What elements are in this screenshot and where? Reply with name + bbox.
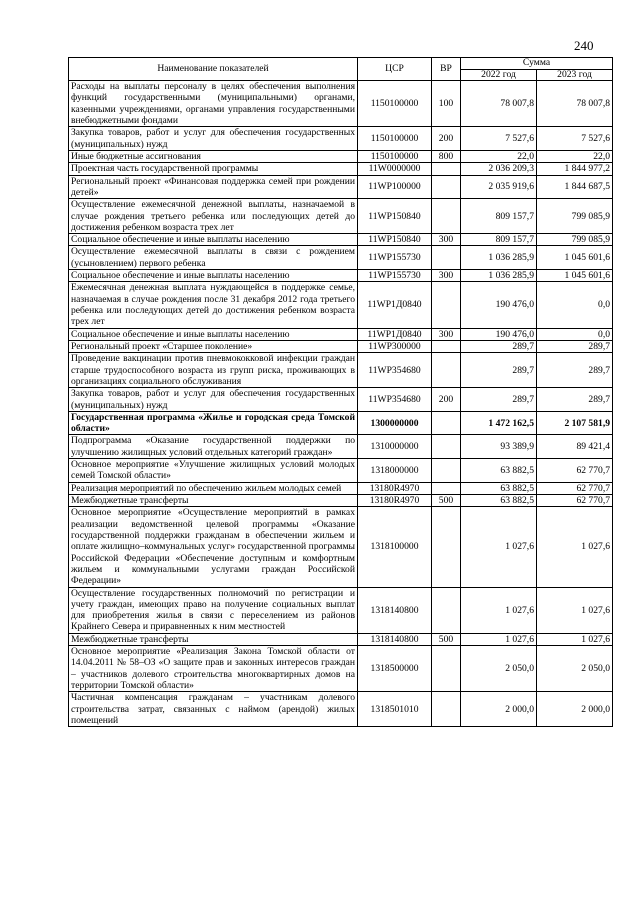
table-row	[69, 388, 613, 412]
row-csr: 1318140800	[358, 633, 432, 645]
row-vr	[432, 482, 461, 494]
row-vr	[432, 282, 461, 328]
row-csr: 13180R4970	[358, 482, 432, 494]
row-name: Региональный проект «Старшее поколение»	[69, 340, 358, 352]
row-csr: 1150100000	[358, 81, 432, 127]
row-value-2023: 1 027,6	[537, 587, 613, 633]
header-csr: ЦСР	[358, 58, 432, 81]
row-name: Закупка товаров, работ и услуг для обеспечения государственных (муниципальных) нужд	[69, 388, 358, 412]
table-row	[69, 328, 613, 340]
row-value-2022: 63 882,5	[461, 459, 537, 483]
header-vr: ВР	[432, 58, 461, 81]
row-value-2022: 289,7	[461, 353, 537, 388]
row-name: Проектная часть государственной программы	[69, 163, 358, 175]
row-value-2022: 22,0	[461, 150, 537, 162]
row-name: Осуществление государственных полномочий по регистрации и учету граждан, имеющих право на получение социальных выплат для приобретения жилья в связи с переселением из районов Крайнего Севера и приравненных к ним местностей	[69, 587, 358, 633]
row-vr	[432, 587, 461, 633]
row-csr: 11WP1Д0840	[358, 282, 432, 328]
row-vr	[432, 435, 461, 459]
row-value-2023: 799 085,9	[537, 234, 613, 246]
row-csr: 11WP150840	[358, 199, 432, 234]
row-csr: 11WP155730	[358, 246, 432, 270]
row-vr: 800	[432, 150, 461, 162]
row-name: Основное мероприятие «Осуществление мероприятий в рамках реализации ведомственной целевой программы «Оказание государственной поддержки гражданам в обеспечении жильем и оплате жилищно–коммунальных услуг» государственной программы Российской Федерации «Обеспечение доступным и комфортным жильем и коммунальными услугами граждан Российской Федерации»	[69, 507, 358, 587]
table-row	[69, 270, 613, 282]
row-name: Основное мероприятие «Реализация Закона Томской области от 14.04.2011 № 58–ОЗ «О защите прав и законных интересов граждан – участников долевого строительства многоквартирных домов на территории Томской области»	[69, 646, 358, 692]
row-value-2023: 62 770,7	[537, 495, 613, 507]
row-value-2022: 7 527,6	[461, 127, 537, 151]
row-value-2022: 289,7	[461, 340, 537, 352]
row-vr: 300	[432, 234, 461, 246]
row-vr: 300	[432, 270, 461, 282]
row-name: Реализация мероприятий по обеспечению жильем молодых семей	[69, 482, 358, 494]
row-value-2023: 1 844 977,2	[537, 163, 613, 175]
row-value-2023: 62 770,7	[537, 482, 613, 494]
row-name: Осуществление ежемесячной денежной выплаты, назначаемой в случае рождения третьего ребенка или последующих детей до достижения ребенком возраста трех лет	[69, 199, 358, 234]
row-name: Социальное обеспечение и иные выплаты населению	[69, 328, 358, 340]
row-csr: 1318100000	[358, 507, 432, 587]
row-vr	[432, 199, 461, 234]
table-row	[69, 435, 613, 459]
row-value-2022: 1 472 162,5	[461, 411, 537, 435]
row-value-2023: 289,7	[537, 353, 613, 388]
row-csr: 11WP354680	[358, 388, 432, 412]
row-name: Ежемесячная денежная выплата нуждающейся в поддержке семье, назначаемая в случае рождения после 31 декабря 2012 года третьего ребенка или последующих детей до достижения ребенком возраста трех лет	[69, 282, 358, 328]
row-csr: 1150100000	[358, 150, 432, 162]
row-value-2023: 2 050,0	[537, 646, 613, 692]
table-row	[69, 127, 613, 151]
row-name: Межбюджетные трансферты	[69, 633, 358, 645]
page-number: 240	[574, 38, 594, 53]
row-name: Социальное обеспечение и иные выплаты населению	[69, 270, 358, 282]
row-csr: 1318501010	[358, 692, 432, 727]
table-row	[69, 246, 613, 270]
row-csr: 11WP354680	[358, 353, 432, 388]
row-value-2022: 190 476,0	[461, 282, 537, 328]
table-row	[69, 150, 613, 162]
table-row	[69, 411, 613, 435]
row-name: Закупка товаров, работ и услуг для обеспечения государственных (муниципальных) нужд	[69, 127, 358, 151]
row-value-2023: 1 045 601,6	[537, 270, 613, 282]
table-row	[69, 199, 613, 234]
row-value-2022: 1 036 285,9	[461, 270, 537, 282]
row-vr	[432, 692, 461, 727]
row-csr: 1150100000	[358, 127, 432, 151]
row-value-2023: 7 527,6	[537, 127, 613, 151]
header-year-2022: 2022 год	[461, 69, 537, 81]
row-name: Проведение вакцинации против пневмококковой инфекции граждан старше трудоспособного возраста из групп риска, проживающих в организациях социального обслуживания	[69, 353, 358, 388]
row-name: Основное мероприятие «Улучшение жилищных условий молодых семей Томской области»	[69, 459, 358, 483]
row-csr: 13180R4970	[358, 495, 432, 507]
row-value-2023: 0,0	[537, 282, 613, 328]
row-csr: 11W0000000	[358, 163, 432, 175]
row-csr: 1318500000	[358, 646, 432, 692]
header-name: Наименование показателей	[69, 58, 358, 81]
row-name: Государственная программа «Жилье и городская среда Томской области»	[69, 411, 358, 435]
row-value-2023: 1 844 687,5	[537, 175, 613, 199]
row-vr	[432, 459, 461, 483]
row-value-2022: 289,7	[461, 388, 537, 412]
table-row	[69, 587, 613, 633]
row-value-2023: 0,0	[537, 328, 613, 340]
row-csr: 11WP1Д0840	[358, 328, 432, 340]
row-vr: 300	[432, 328, 461, 340]
row-csr: 1318140800	[358, 587, 432, 633]
table-row	[69, 482, 613, 494]
row-value-2023: 799 085,9	[537, 199, 613, 234]
row-name: Региональный проект «Финансовая поддержка семей при рождении детей»	[69, 175, 358, 199]
budget-table	[68, 57, 613, 727]
row-value-2023: 89 421,4	[537, 435, 613, 459]
table-row	[69, 459, 613, 483]
table-row	[69, 692, 613, 727]
row-vr	[432, 353, 461, 388]
row-value-2023: 22,0	[537, 150, 613, 162]
row-value-2022: 2 050,0	[461, 646, 537, 692]
row-name: Межбюджетные трансферты	[69, 495, 358, 507]
row-value-2022: 809 157,7	[461, 234, 537, 246]
table-body	[69, 81, 613, 727]
row-value-2023: 1 027,6	[537, 633, 613, 645]
row-value-2023: 2 000,0	[537, 692, 613, 727]
row-value-2023: 1 027,6	[537, 507, 613, 587]
table-row	[69, 340, 613, 352]
row-name: Расходы на выплаты персоналу в целях обеспечения выполнения функций государственными (муниципальными) органами, казенными учреждениями, органами управления государственными внебюджетными фондами	[69, 81, 358, 127]
row-value-2022: 1 027,6	[461, 507, 537, 587]
row-value-2022: 809 157,7	[461, 199, 537, 234]
table-row	[69, 163, 613, 175]
table-row	[69, 282, 613, 328]
row-value-2022: 1 027,6	[461, 587, 537, 633]
row-value-2023: 78 007,8	[537, 81, 613, 127]
row-value-2022: 93 389,9	[461, 435, 537, 459]
row-name: Иные бюджетные ассигнования	[69, 150, 358, 162]
table-row	[69, 495, 613, 507]
row-vr	[432, 175, 461, 199]
row-vr	[432, 246, 461, 270]
row-csr: 11WP100000	[358, 175, 432, 199]
row-value-2022: 2 035 919,6	[461, 175, 537, 199]
row-name: Частичная компенсация гражданам – участникам долевого строительства затрат, связанных с наймом (арендой) жилых помещений	[69, 692, 358, 727]
table-row	[69, 234, 613, 246]
table-row	[69, 81, 613, 127]
row-value-2022: 63 882,5	[461, 482, 537, 494]
row-value-2023: 289,7	[537, 388, 613, 412]
table-row	[69, 353, 613, 388]
table-row	[69, 507, 613, 587]
header-year-2023: 2023 год	[537, 69, 613, 81]
row-vr	[432, 163, 461, 175]
row-vr	[432, 646, 461, 692]
row-name: Социальное обеспечение и иные выплаты населению	[69, 234, 358, 246]
row-csr: 11WP150840	[358, 234, 432, 246]
row-vr: 200	[432, 388, 461, 412]
row-vr	[432, 411, 461, 435]
table-row	[69, 646, 613, 692]
row-value-2022: 2 036 209,3	[461, 163, 537, 175]
header-sum: Сумма	[461, 58, 613, 70]
row-vr: 200	[432, 127, 461, 151]
row-name: Осуществление ежемесячной выплаты в связи с рождением (усыновлением) первого ребенка	[69, 246, 358, 270]
row-value-2022: 63 882,5	[461, 495, 537, 507]
row-csr: 11WP155730	[358, 270, 432, 282]
row-value-2022: 1 036 285,9	[461, 246, 537, 270]
row-value-2022: 78 007,8	[461, 81, 537, 127]
row-vr	[432, 507, 461, 587]
table-row	[69, 633, 613, 645]
row-csr: 1300000000	[358, 411, 432, 435]
row-name: Подпрограмма «Оказание государственной поддержки по улучшению жилищных условий отдельных категорий граждан»	[69, 435, 358, 459]
row-vr: 100	[432, 81, 461, 127]
row-value-2022: 2 000,0	[461, 692, 537, 727]
row-csr: 1318000000	[358, 459, 432, 483]
row-value-2023: 1 045 601,6	[537, 246, 613, 270]
row-value-2023: 2 107 581,9	[537, 411, 613, 435]
row-vr: 500	[432, 633, 461, 645]
table-row	[69, 175, 613, 199]
row-value-2022: 190 476,0	[461, 328, 537, 340]
row-csr: 1310000000	[358, 435, 432, 459]
row-value-2022: 1 027,6	[461, 633, 537, 645]
row-value-2023: 289,7	[537, 340, 613, 352]
row-vr: 500	[432, 495, 461, 507]
row-csr: 11WP300000	[358, 340, 432, 352]
row-value-2023: 62 770,7	[537, 459, 613, 483]
table-header-row	[69, 58, 613, 70]
row-vr	[432, 340, 461, 352]
